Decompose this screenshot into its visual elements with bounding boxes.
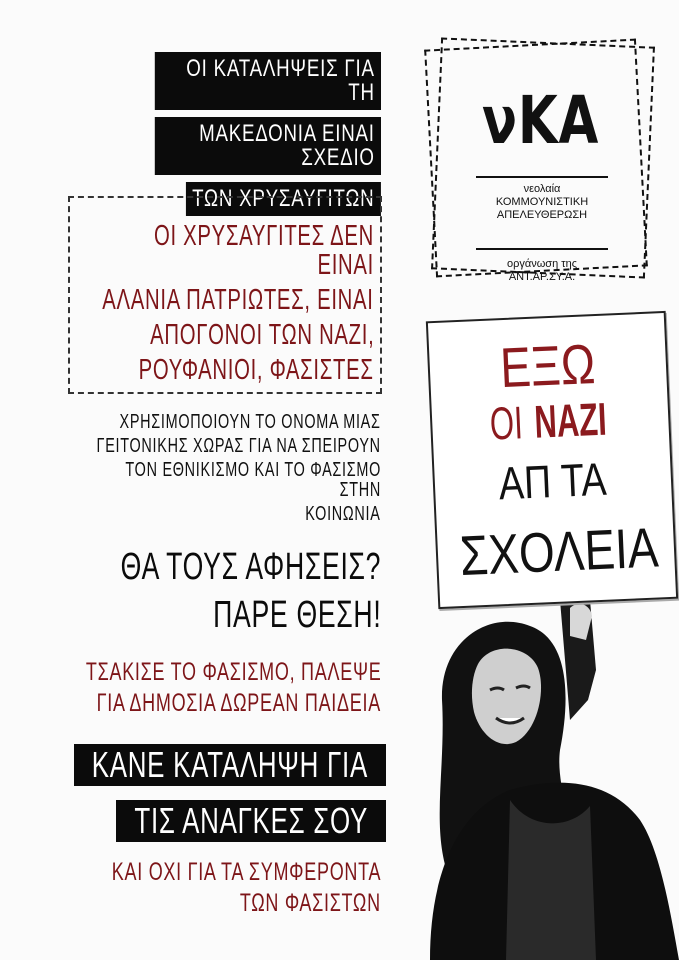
bar-text: ΚΑΝΕ ΚΑΤΑΛΗΨΗ ΓΙΑ [91, 744, 369, 785]
logo-subtitle [466, 183, 618, 222]
black-bar-needs [116, 800, 386, 842]
sign-text: ΕΞΩ [499, 332, 597, 400]
slogan-line: ΤΣΑΚΙΣΕ ΤΟ ΦΑΣΙΣΜΟ, ΠΑΛΕΨΕ [85, 658, 381, 686]
paragraph-line: ΓΕΙΤΟΝΙΚΗΣ ΧΩΡΑΣ ΓΙΑ ΝΑ ΣΠΕΙΡΟΥΝ [96, 435, 381, 457]
shirt [506, 800, 596, 960]
slogan-block [0, 660, 381, 722]
quote-line: ΡΟΥΦΑΝΙΟΙ, ΦΑΣΙΣΤΕΣ [139, 354, 374, 386]
paragraph-line: ΧΡΗΣΙΜΟΠΟΙΟΥΝ ΤΟ ΟΝΟΜΑ ΜΙΑΣ [119, 411, 381, 433]
quote-line: ΑΛΑΝΙΑ ΠΑΤΡΙΩΤΕΣ, ΕΙΝΑΙ [102, 284, 374, 316]
headline-line: ΤΩΝ ΧΡΥΣΑΥΓΙΤΩΝ [186, 182, 381, 216]
sign-text: ΟΙ [488, 396, 524, 450]
logo-divider [476, 248, 608, 250]
paragraph-line: ΤΟΝ ΕΘΝΙΚΙΣΜΟ ΚΑΙ ΤΟ ΦΑΣΙΣΜΟ ΣΤΗΝ [125, 459, 381, 501]
black-bar-occupy [74, 744, 386, 786]
sign-line-from [434, 453, 672, 509]
slogan-line: ΓΙΑ ΔΗΜΟΣΙΑ ΔΩΡΕΑΝ ΠΑΙΔΕΙΑ [96, 689, 381, 717]
sign-text: ΣΧΟΛΕΙΑ [458, 515, 660, 588]
logo-org-line: οργάνωση της [506, 258, 578, 270]
question-block [0, 548, 381, 644]
question-line: ΠΑΡΕ ΘΕΣΗ! [212, 594, 381, 636]
logo-mark: νΚΑ [482, 82, 600, 159]
ending-line: ΚΑΙ ΟΧΙ ΓΙΑ ΤΑ ΣΥΜΦΕΡΟΝΤΑ [111, 858, 381, 886]
protest-sign [426, 311, 678, 609]
organization-logo [424, 38, 660, 282]
sign-line-schools [437, 515, 675, 588]
logo-org-line: ΑΝΤ.ΑΡ.ΣΥ.Α. [508, 271, 576, 283]
question-line: ΘΑ ΤΟΥΣ ΑΦΗΣΕΙΣ? [120, 546, 381, 588]
bar-text: ΤΙΣ ΑΝΑΓΚΕΣ ΣΟΥ [134, 800, 368, 841]
headline-line: ΟΙ ΚΑΤΑΛΗΨΕΙΣ ΓΙΑ ΤΗ [155, 52, 381, 110]
headline-line: ΜΑΚΕΔΟΝΙΑ ΕΙΝΑΙ ΣΧΕΔΙΟ [155, 117, 381, 175]
ending-line: ΤΩΝ ΦΑΣΙΣΤΩΝ [240, 889, 381, 917]
quote-line: ΟΙ ΧΡΥΣΑΥΓΙΤΕΣ ΔΕΝ ΕΙΝΑΙ [153, 220, 374, 281]
logo-divider [476, 176, 608, 178]
sign-text: ΑΠ ΤΑ [498, 452, 608, 510]
paragraph-line: ΚΟΙΝΩΝΙΑ [305, 503, 381, 525]
sign-line-nazis [431, 393, 669, 449]
logo-subtitle-line: ΚΟΜΜΟΥΝΙΣΤΙΚΗ [495, 196, 589, 208]
logo-organization [466, 258, 618, 284]
quote-line: ΑΠΟΓΟΝΟΙ ΤΩΝ ΝΑΖΙ, [149, 319, 374, 351]
logo-subtitle-line: ΑΠΕΛΕΥΘΕΡΩΣΗ [496, 209, 588, 221]
ending-block [0, 860, 381, 922]
body-paragraph [0, 412, 381, 528]
protester-figure [420, 580, 679, 960]
dashed-quote-box [68, 196, 382, 394]
sign-text: ΝΑΖΙ [532, 392, 608, 448]
sign-line-out [429, 333, 667, 399]
logo-subtitle-line: νεολαία [523, 183, 561, 195]
